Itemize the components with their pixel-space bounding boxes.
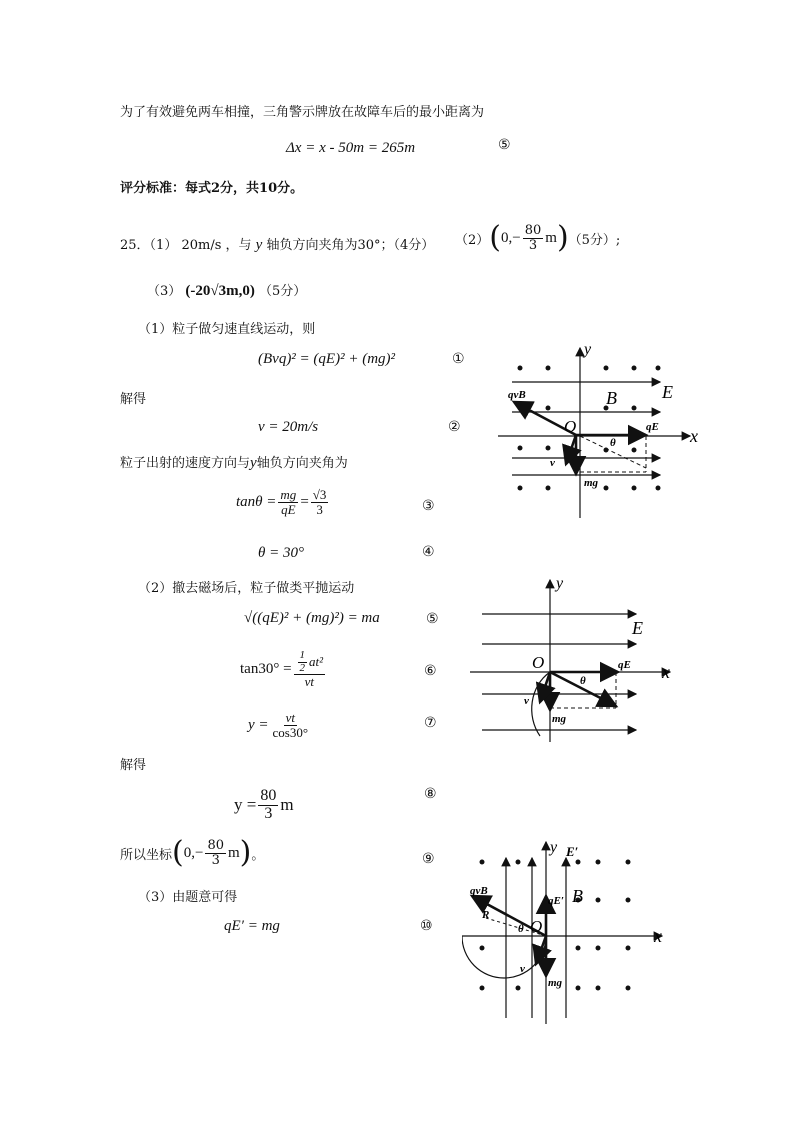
fig3-x-label: x <box>654 926 662 946</box>
fig1-qE-label: qE <box>646 421 659 433</box>
fig2-E-label: E <box>632 618 643 638</box>
figure-1-diagram <box>498 340 708 525</box>
fig3-Eprime-label: E′ <box>566 844 579 859</box>
s2-jiede: 解得 <box>120 758 147 773</box>
tan30-lhs: tan30° = <box>240 660 292 677</box>
q25-part2-zero: 0,− <box>501 229 521 246</box>
y-res-num: 80 <box>260 787 277 804</box>
q25-part2 <box>455 220 621 255</box>
fig2-mg-label: mg <box>552 713 567 725</box>
s1-dir-y: y <box>250 455 257 471</box>
at2: at² <box>309 654 324 670</box>
eq-number-10: ⑩ <box>420 918 433 934</box>
s1-jiede: 解得 <box>120 392 147 407</box>
coord-pre: 所以坐标 <box>120 847 173 863</box>
paren-left: ( <box>489 220 501 255</box>
s2-result <box>234 788 294 823</box>
tan-lhs: tanθ = <box>236 493 277 510</box>
vt-den: vt <box>304 674 314 690</box>
fig1-B-label: B <box>606 388 617 408</box>
equation-delta-x: Δx = x - 50m = 265m <box>286 140 416 156</box>
q25-frac-num: 80 <box>524 222 542 238</box>
eq-number-7: ⑦ <box>424 715 437 731</box>
s2-eq6 <box>240 650 327 689</box>
q25-y: y <box>255 237 263 253</box>
s2-coord <box>120 835 265 870</box>
fig1-O-label: O <box>564 417 577 436</box>
fig3-qEprime-label: qE′ <box>548 895 564 907</box>
figure-3-diagram <box>462 838 682 1028</box>
q25-lead: 25．（1） 20m/s ，与 <box>120 238 252 253</box>
tan-eq: = <box>300 493 309 510</box>
y-res-lhs: y = <box>234 795 257 815</box>
eq-number-3: ③ <box>422 498 435 514</box>
fig2-y-label: y <box>556 576 564 592</box>
fig2-theta-label: θ <box>580 675 586 687</box>
q25-part3-label: （3） <box>147 284 182 299</box>
q25-frac-den: 3 <box>528 237 538 253</box>
coord-unit: m <box>228 844 240 861</box>
eq-number-6: ⑥ <box>424 663 437 679</box>
tan-num: mg <box>280 487 297 502</box>
coord-paren-right: ) <box>239 835 252 870</box>
s1-eq3 <box>236 488 330 516</box>
fig2-x-label: x <box>662 662 670 682</box>
q25-part3-val: (-20√3m,0) <box>185 283 255 299</box>
fig3-theta-label: θ <box>518 923 524 935</box>
fig3-B-label: B <box>572 886 583 906</box>
q25-part2-label: （2） <box>455 232 490 248</box>
eq-number-5a: ⑤ <box>498 137 511 153</box>
coord-den: 3 <box>211 852 220 868</box>
q25-score2: （5分）; <box>568 232 621 248</box>
y-den: cos30° <box>272 724 309 740</box>
eq-number-1: ① <box>452 351 465 367</box>
fig1-x-label: x <box>690 426 698 446</box>
paragraph-distance: 为了有效避免两车相撞，三角警示牌放在故障车后的最小距离为 <box>120 105 485 120</box>
s1-eq4: θ = 30° <box>258 545 304 561</box>
fig3-mg-label: mg <box>548 977 563 989</box>
y-res-unit: m <box>280 795 294 815</box>
eq-number-5b: ⑤ <box>426 611 439 627</box>
fig2-O-label: O <box>532 653 545 672</box>
fig1-mg-label: mg <box>584 477 599 489</box>
s3-intro: （3）由题意可得 <box>138 890 238 905</box>
q25-answer-line <box>120 234 434 254</box>
fig3-O-label: O <box>530 917 543 936</box>
q25-part3 <box>147 280 306 300</box>
eq-number-9: ⑨ <box>422 851 435 867</box>
sqrt3-den: 3 <box>316 501 323 517</box>
figure-2-diagram <box>470 576 680 746</box>
sqrt3-num: √3 <box>312 487 327 502</box>
y-lhs: y = <box>248 716 269 733</box>
fig3-qvB-label: qvB <box>470 885 488 897</box>
eq-number-2: ② <box>448 419 461 435</box>
fig3-y-label: y <box>550 839 558 856</box>
fig1-theta-label: θ <box>610 437 616 449</box>
y-num: vt <box>285 710 295 725</box>
s2-eq5: √((qE)² + (mg)²) = ma <box>244 610 380 626</box>
s2-eq7 <box>248 711 312 739</box>
coord-post: 。 <box>251 847 265 863</box>
q25-unit: m <box>545 229 557 246</box>
s1-eq1: (Bvq)² = (qE)² + (mg)² <box>258 351 396 367</box>
s1-dir-text2: 轴负方向夹角为 <box>256 456 348 471</box>
s1-eq2: v = 20m/s <box>258 419 319 435</box>
scoring-standard: 评分标准：每式2分，共10分。 <box>120 181 304 196</box>
s1-intro: （1）粒子做匀速直线运动，则 <box>138 322 316 337</box>
half-den: 2 <box>299 661 306 674</box>
y-res-den: 3 <box>264 804 273 822</box>
tan-den: qE <box>281 501 296 517</box>
fig1-v-label: v <box>550 457 555 469</box>
q25-score3: （5分） <box>259 284 307 299</box>
fig1-y-label: y <box>584 341 592 358</box>
eq-number-4: ④ <box>422 544 435 560</box>
fig1-qvB-label: qvB <box>508 389 526 401</box>
fig2-v-label: v <box>524 695 529 707</box>
paren-right: ) <box>556 220 569 255</box>
half-num: 1 <box>299 649 306 661</box>
fig2-qE-label: qE <box>618 659 631 671</box>
coord-num: 80 <box>207 837 224 853</box>
fig3-v-label: v <box>520 963 525 975</box>
q25-lead2: 轴负方向夹角为30°；（4分） <box>266 238 435 253</box>
coord-in: 0,− <box>183 844 204 861</box>
fig3-R-label: R <box>482 909 490 921</box>
coord-paren-left: ( <box>172 835 184 870</box>
s1-dir-text: 粒子出射的速度方向与 <box>120 456 251 471</box>
eq-number-8: ⑧ <box>424 786 437 802</box>
s1-direction <box>120 452 348 472</box>
s3-eq10: qE′ = mg <box>224 918 280 934</box>
s2-intro: （2）撤去磁场后，粒子做类平抛运动 <box>138 581 355 596</box>
fig1-E-label: E <box>662 382 673 402</box>
